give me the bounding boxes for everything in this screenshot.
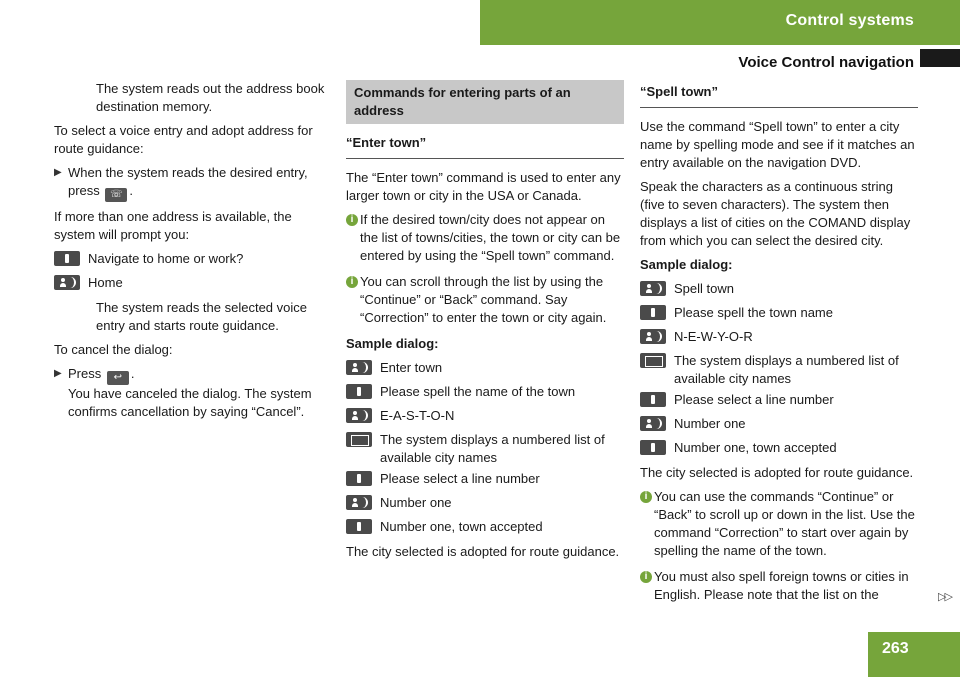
car-voice-icon bbox=[346, 471, 372, 486]
info-note bbox=[640, 568, 918, 604]
dialog-row bbox=[640, 391, 918, 412]
dialog-row bbox=[346, 494, 624, 515]
sample-dialog-label: Sample dialog: bbox=[640, 257, 733, 272]
display-icon bbox=[346, 432, 372, 447]
car-voice-icon bbox=[640, 392, 666, 407]
dialog-row bbox=[54, 250, 332, 271]
info-text: You must also spell foreign towns or cities in English. Please note that the list on the bbox=[654, 569, 909, 602]
person-speaking-icon bbox=[346, 495, 372, 510]
person-speaking-icon bbox=[346, 408, 372, 423]
page-number-box bbox=[868, 632, 960, 677]
intro-text: The system reads out the address book destination memory. bbox=[96, 81, 325, 114]
info-text: You can scroll through the list by using the “Continue” or “Back” command. Say “Correction” to enter the town or city again. bbox=[360, 274, 607, 325]
dialog-text: Number one, town accepted bbox=[380, 519, 543, 534]
person-speaking-icon bbox=[346, 360, 372, 375]
dialog-text: Please select a line number bbox=[674, 392, 834, 407]
section-heading-enter-town: “Enter town” bbox=[346, 134, 624, 159]
bullet-text: When the system reads the desired entry, press bbox=[68, 165, 308, 198]
info-note bbox=[346, 273, 624, 327]
spell-town-para2: Speak the characters as a continuous string (five to seven characters). The system then displays a list of cities on the COMAND display from which you can select the desired city. bbox=[640, 179, 911, 248]
page-number: 263 bbox=[882, 640, 909, 657]
dialog-row bbox=[346, 383, 624, 404]
dialog-text: Navigate to home or work? bbox=[88, 251, 244, 266]
side-tab-marker bbox=[920, 49, 960, 67]
section-title: Control systems bbox=[785, 12, 914, 29]
car-voice-icon bbox=[346, 519, 372, 534]
cancel-text: To cancel the dialog: bbox=[54, 342, 173, 357]
info-icon: i bbox=[346, 214, 358, 226]
person-speaking-icon bbox=[640, 416, 666, 431]
closing-text: The city selected is adopted for route guidance. bbox=[346, 544, 620, 559]
person-speaking-icon bbox=[54, 275, 80, 290]
car-voice-icon bbox=[640, 440, 666, 455]
continued-icon: ▷▷ bbox=[938, 591, 951, 603]
multi-address-text: If more than one address is available, the system will prompt you: bbox=[54, 209, 292, 242]
bullet-suffix: You have canceled the dialog. The system confirms cancellation by saying “Cancel”. bbox=[68, 386, 312, 419]
dialog-row bbox=[640, 280, 918, 301]
dialog-row bbox=[346, 518, 624, 539]
dialog-text: Number one, town accepted bbox=[674, 440, 837, 455]
header-band bbox=[480, 0, 960, 45]
dialog-row bbox=[640, 328, 918, 349]
dialog-row bbox=[640, 352, 918, 388]
bullet-arrow-icon: ▶ bbox=[54, 368, 62, 379]
car-voice-icon bbox=[346, 384, 372, 399]
box-heading: Commands for entering parts of an address bbox=[346, 80, 624, 124]
info-note bbox=[640, 488, 918, 560]
car-voice-icon bbox=[54, 251, 80, 266]
dialog-text: Please spell the name of the town bbox=[380, 384, 576, 399]
dialog-text: Enter town bbox=[380, 360, 443, 375]
back-key-icon: ↩ bbox=[107, 371, 129, 385]
subsection-title: Voice Control navigation bbox=[738, 54, 914, 71]
dialog-text: N-E-W-Y-O-R bbox=[674, 329, 753, 344]
dialog-row bbox=[640, 304, 918, 325]
sample-dialog-label: Sample dialog: bbox=[346, 336, 439, 351]
dialog-text: Please spell the town name bbox=[674, 305, 833, 320]
car-voice-icon bbox=[640, 305, 666, 320]
person-speaking-icon bbox=[640, 281, 666, 296]
enter-town-para: The “Enter town” command is used to enter any larger town or city in the USA or Canada. bbox=[346, 170, 621, 203]
spell-town-para1: Use the command “Spell town” to enter a city name by spelling mode and see if it matches an entry available on the navigation DVD. bbox=[640, 119, 915, 170]
info-icon: i bbox=[346, 276, 358, 288]
column-left bbox=[54, 80, 332, 427]
display-icon bbox=[640, 353, 666, 368]
info-note bbox=[346, 211, 624, 265]
dialog-text: The system displays a numbered list of available city names bbox=[380, 432, 605, 465]
info-icon: i bbox=[640, 571, 652, 583]
dialog-row bbox=[346, 431, 624, 467]
dialog-row bbox=[346, 359, 624, 380]
bullet-press-key: ▶ When the system reads the desired entry, press ☏ . bbox=[54, 165, 308, 200]
column-right bbox=[640, 80, 918, 612]
dialog-text: The system displays a numbered list of available city names bbox=[674, 353, 899, 386]
dialog-text: Number one bbox=[674, 416, 746, 431]
select-text: To select a voice entry and adopt address for route guidance: bbox=[54, 123, 313, 156]
dialog-row bbox=[346, 470, 624, 491]
bullet-arrow-icon: ▶ bbox=[54, 167, 62, 178]
dialog-note: The system reads the selected voice entry and starts route guidance. bbox=[96, 300, 307, 333]
info-text: If the desired town/city does not appear on the list of towns/cities, the town or city can be entered by using the “Spell town” command. bbox=[360, 212, 621, 263]
closing-text: The city selected is adopted for route guidance. bbox=[640, 465, 914, 480]
bullet-prefix: Press bbox=[68, 366, 102, 381]
dialog-text: Number one bbox=[380, 495, 452, 510]
section-heading-spell-town: “Spell town” bbox=[640, 83, 918, 108]
dialog-row bbox=[640, 415, 918, 436]
info-icon: i bbox=[640, 491, 652, 503]
dialog-text: Please select a line number bbox=[380, 471, 540, 486]
person-speaking-icon bbox=[640, 329, 666, 344]
talk-key-icon: ☏ bbox=[105, 188, 127, 202]
dialog-text: Spell town bbox=[674, 281, 734, 296]
dialog-row bbox=[346, 407, 624, 428]
dialog-row bbox=[54, 274, 332, 295]
bullet-cancel: ▶ Press ↩ . You have canceled the dialog. The system confirms cancellation by saying “Cancel”. bbox=[54, 366, 312, 419]
dialog-text: Home bbox=[88, 275, 123, 290]
dialog-text: E-A-S-T-O-N bbox=[380, 408, 455, 423]
dialog-row bbox=[640, 439, 918, 460]
info-text: You can use the commands “Continue” or “Back” to scroll up or down in the list. Use the command “Correction” to start over again by spelling the name of the town. bbox=[654, 489, 915, 558]
column-middle bbox=[346, 80, 624, 567]
